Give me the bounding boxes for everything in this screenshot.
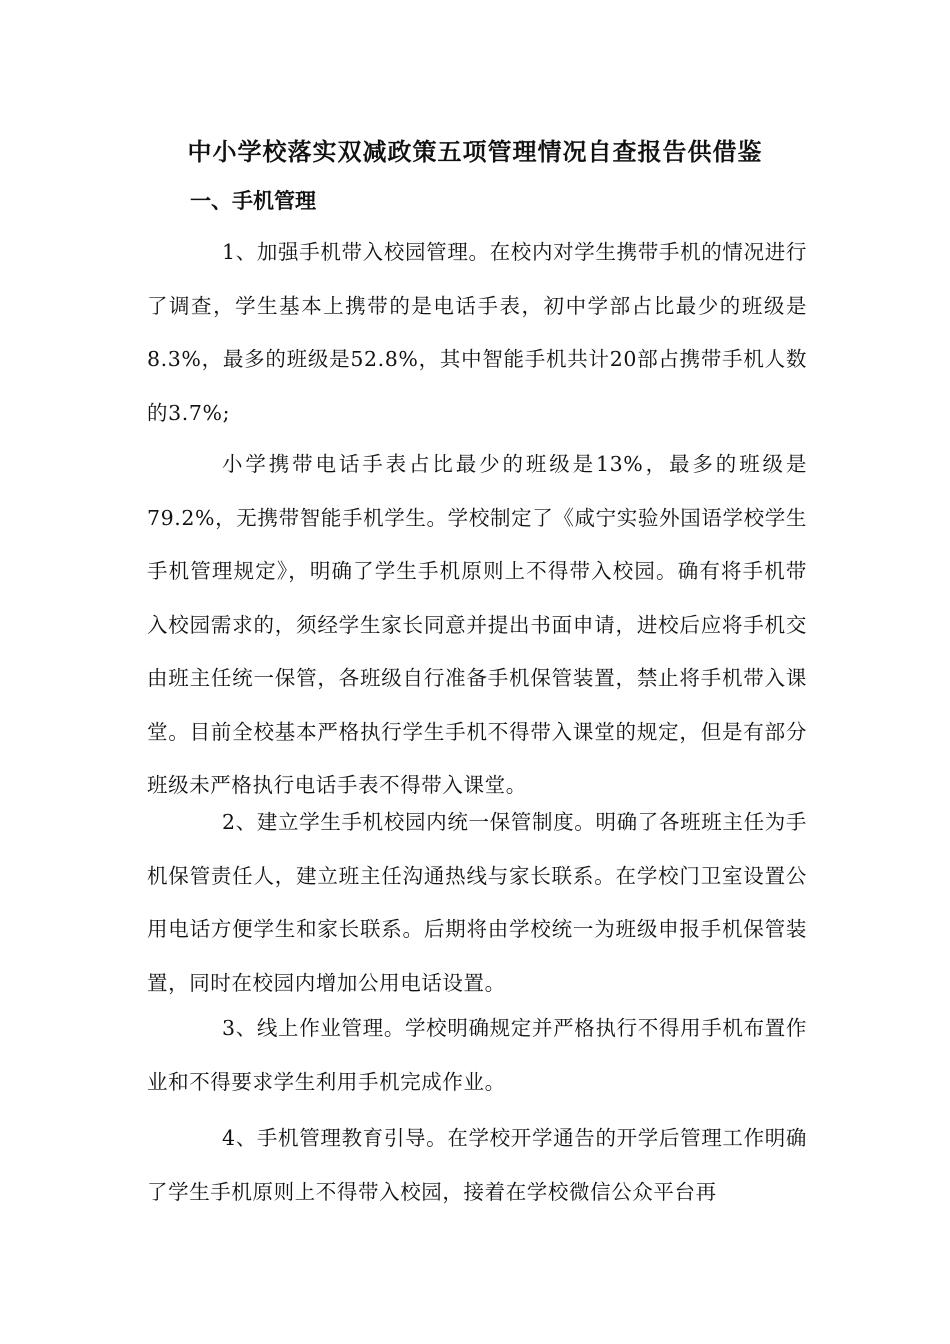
- paragraph-3: 2、建立学生手机校园内统一保管制度。明确了各班班主任为手机保管责任人，建立班主任沟通热线与家长联系。在学校门卫室设置公用电话方便学生和家长联系。后期将由学校统一为班级申报手机保管装置，同时在校园内增加公用电话设置。: [147, 810, 807, 995]
- paragraph-2: 小学携带电话手表占比最少的班级是13%，最多的班级是79.2%，无携带智能手机学生。学校制定了《咸宁实验外国语学校学生手机管理规定》，明确了学生手机原则上不得带入校园。确有将手机带入校园需求的，须经学生家长同意并提出书面申请，进校后应将手机交由班主任统一保管，各班级自行准备手机保管装置，禁止将手机带入课堂。目前全校基本严格执行学生手机不得带入课堂的规定，但是有部分班级未严格执行电话手表不得带入课堂。: [147, 452, 807, 797]
- paragraph-1: 1、加强手机带入校园管理。在校内对学生携带手机的情况进行了调查，学生基本上携带的是电话手表，初中学部占比最少的班级是8.3%，最多的班级是52.8%，其中智能手机共计20部占携带手机人数的3.7%;: [147, 240, 807, 425]
- section-heading: 一、手机管理: [190, 188, 316, 213]
- paragraph-5: 4、手机管理教育引导。在学校开学通告的开学后管理工作明确了学生手机原则上不得带入校园，接着在学校微信公众平台再: [147, 1126, 807, 1204]
- paragraph-4: 3、线上作业管理。学校明确规定并严格执行不得用手机布置作业和不得要求学生利用手机完成作业。: [147, 1016, 807, 1094]
- document-title: 中小学校落实双减政策五项管理情况自查报告供借鉴: [187, 137, 763, 166]
